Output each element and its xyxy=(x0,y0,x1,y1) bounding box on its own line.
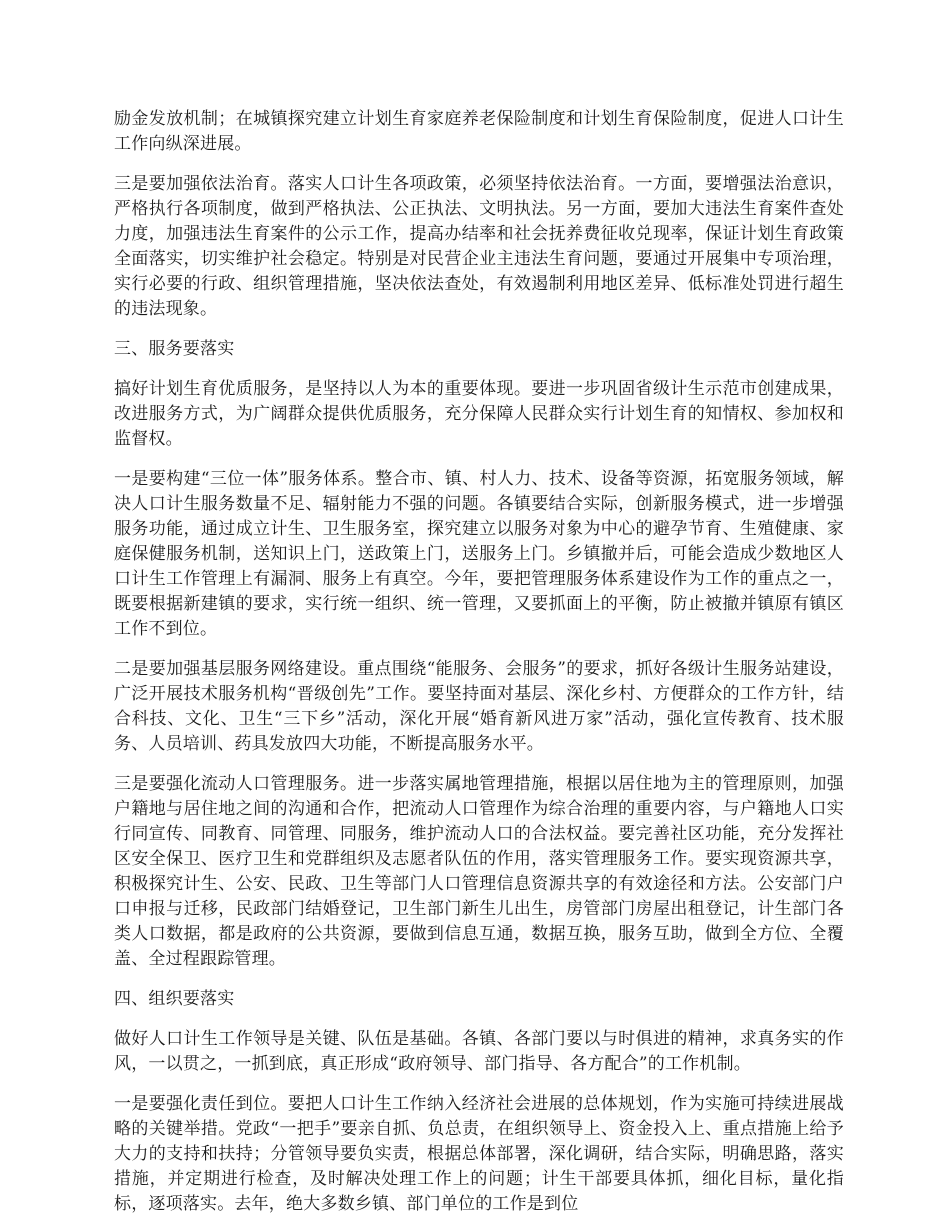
paragraph-floating-population: 三是要强化流动人口管理服务。进一步落实属地管理措施，根据以居住地为主的管理原则，加强户籍地与居住地之间的沟通和合作，把流动人口管理作为综合治理的重要内容，与户籍地人口实行同宣传、同教育、同管理、同服务，维护流动人口的合法权益。要完善社区功能，充分发挥社区安全保卫、医疗卫生和党群组织及志愿者队伍的作用，落实管理服务工作。要实现资源共享，积极探究计生、公安、民政、卫生等部门人口管理信息资源共享的有效途径和方法。公安部门户口申报与迁移，民政部门结婚登记，卫生部门新生儿出生，房管部门房屋出租登记，计生部门各类人口数据，都是政府的公共资源，要做到信息互通，数据互换，服务互助，做到全方位、全覆盖、全过程跟踪管理。 xyxy=(114,774,844,969)
document-body xyxy=(114,107,844,1232)
paragraph-rule-of-law: 三是要加强依法治育。落实人口计生各项政策，必须坚持依法治育。一方面，要增强法治意识，严格执行各项制度，做到严格执法、公正执法、文明执法。另一方面，要加大违法生育案件查处力度，加强违法生育案件的公示工作，提高办结率和社会抚养费征收兑现率，保证计划生育政策全面落实，切实维护社会稳定。特别是对民营企业主违法生育问题，要通过开展集中专项治理，实行必要的行政、组织管理措施，坚决依法查处，有效遏制利用地区差异、低标准处罚进行超生的违法现象。 xyxy=(114,174,844,319)
paragraph-responsibility: 一是要强化责任到位。要把人口计生工作纳入经济社会进展的总体规划，作为实施可持续进展战略的关键举措。党政“一把手”要亲自抓、负总责，在组织领导上、资金投入上、重点措施上给予大力的支持和扶持；分管领导要负实责，根据总体部署，深化调研，结合实际，明确思路，落实措施，并定期进行检查，及时解决处理工作上的问题；计生干部要具体抓，细化目标，量化指标，逐项落实。去年，绝大多数乡镇、部门单位的工作是到位 xyxy=(114,1094,844,1214)
paragraph-quality-service: 搞好计划生育优质服务，是坚持以人为本的重要体现。要进一步巩固省级计生示范市创建成果，改进服务方式，为广阔群众提供优质服务，充分保障人民群众实行计划生育的知情权、参加权和监督权。 xyxy=(114,379,844,449)
paragraph-continuation: 励金发放机制；在城镇探究建立计划生育家庭养老保险制度和计划生育保险制度，促进人口计生工作向纵深进展。 xyxy=(114,109,844,154)
section-heading-service: 三、服务要落实 xyxy=(114,339,235,359)
paragraph-three-in-one: 一是要构建“三位一体”服务体系。整合市、镇、村人力、技术、设备等资源，拓宽服务领域，解决人口计生服务数量不足、辐射能力不强的问题。各镇要结合实际，创新服务模式，进一步增强服务功能，通过成立计生、卫生服务室，探究建立以服务对象为中心的避孕节育、生殖健康、家庭保健服务机制，送知识上门，送政策上门，送服务上门。乡镇撤并后，可能会造成少数地区人口计生工作管理上有漏洞、服务上有真空。今年，要把管理服务体系建设作为工作的重点之一，既要根据新建镇的要求，实行统一组织、统一管理，又要抓面上的平衡，防止被撤并镇原有镇区工作不到位。 xyxy=(114,469,844,639)
paragraph-leadership: 做好人口计生工作领导是关键、队伍是基础。各镇、各部门要以与时俱进的精神，求真务实的作风，一以贯之，一抓到底，真正形成“政府领导、部门指导、各方配合”的工作机制。 xyxy=(114,1029,844,1074)
section-heading-organization: 四、组织要落实 xyxy=(114,989,235,1009)
paragraph-grassroots-network: 二是要加强基层服务网络建设。重点围绕“能服务、会服务”的要求，抓好各级计生服务站建设，广泛开展技术服务机构“晋级创先”工作。要坚持面对基层、深化乡村、方便群众的工作方针，结合科技、文化、卫生“三下乡”活动，深化开展“婚育新风进万家”活动，强化宣传教育、技术服务、人员培训、药具发放四大功能，不断提高服务水平。 xyxy=(114,659,844,754)
